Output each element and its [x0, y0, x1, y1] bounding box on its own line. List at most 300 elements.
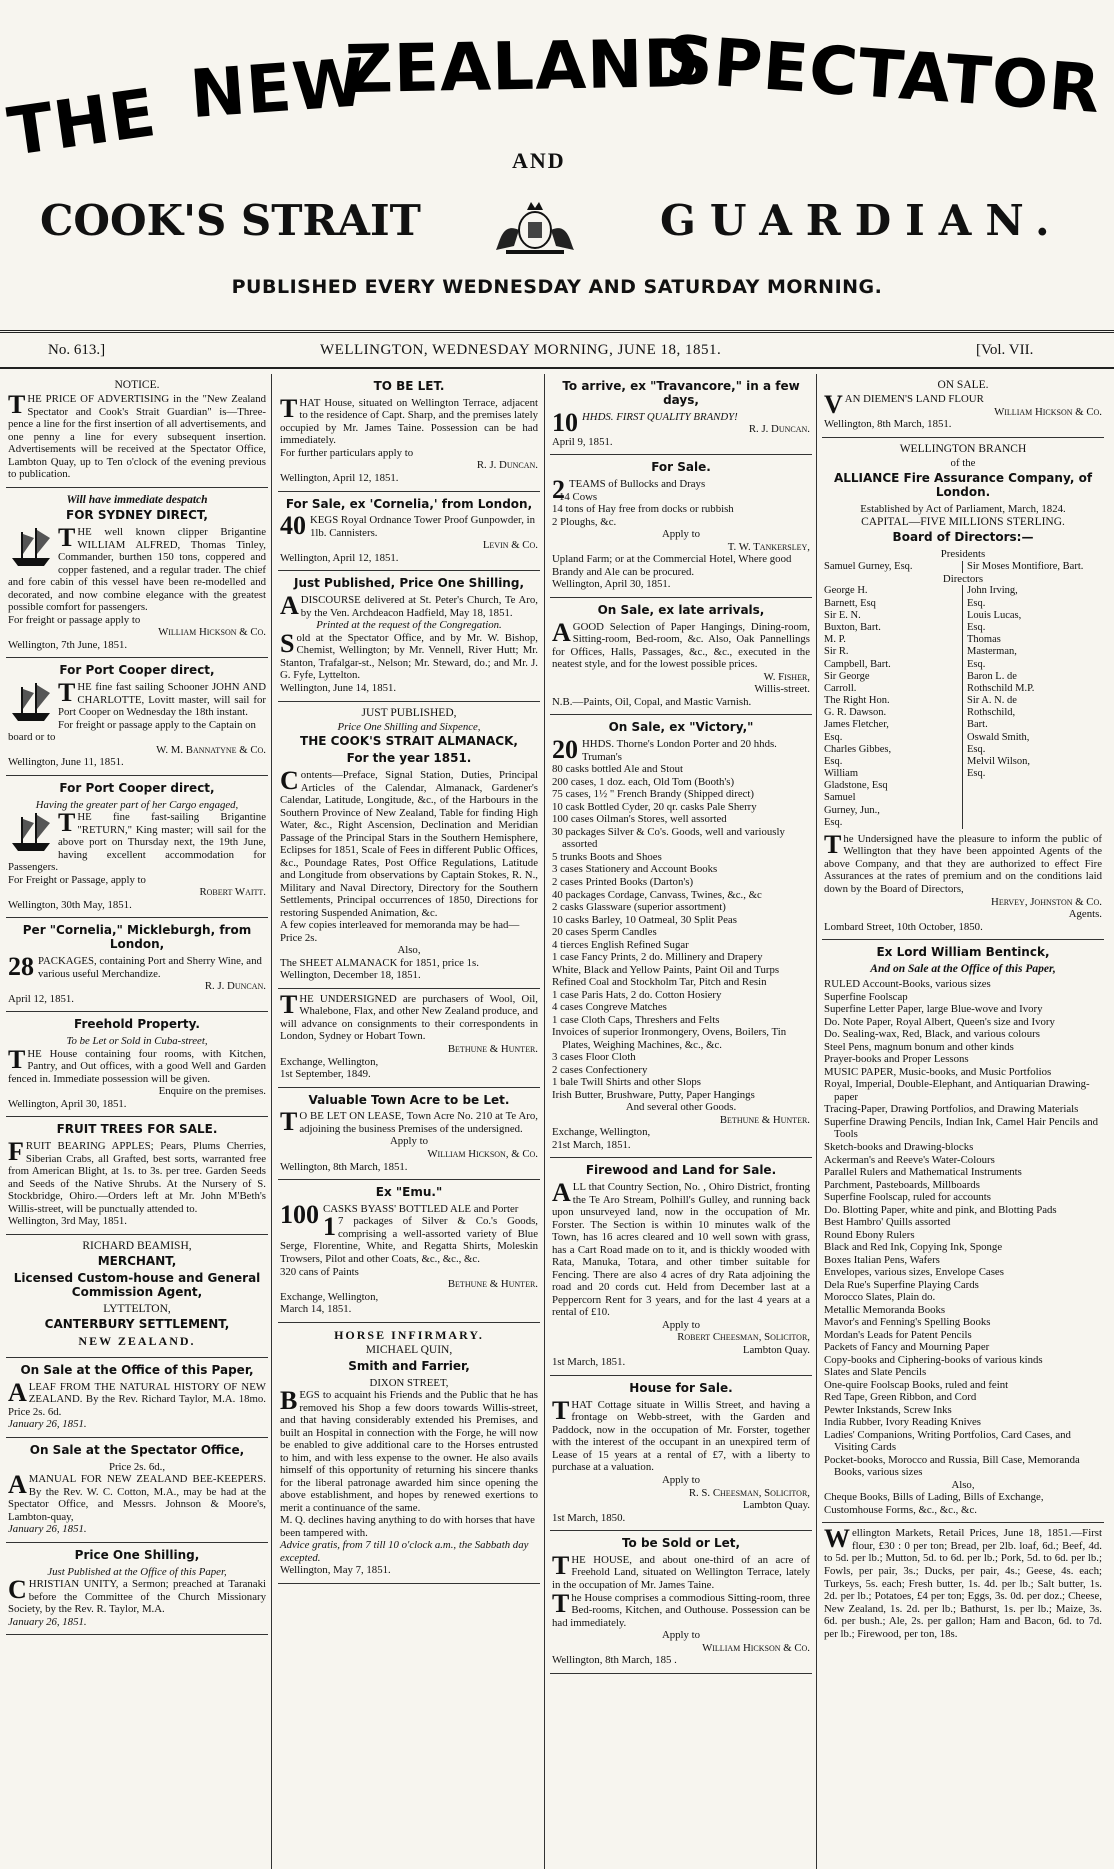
ad-heading: JUST PUBLISHED, — [361, 706, 457, 719]
ad-sold: Sold at the Spectator Office, and by Mr. W. Bishop, Chemist, Wellington; by Mr. Vennell, River Hutt; Mr. Stanton, Trafalgar-st., Nelson; Mr. Steward, do.; and Mr. J. G. Fyfe, Lyttelton. — [280, 628, 538, 682]
royal-crest-icon — [492, 196, 578, 256]
list-item: Packets of Fancy and Mourning Paper — [824, 1341, 990, 1354]
column-rule — [816, 374, 817, 1869]
ad-signature: W. Fisher, — [763, 670, 810, 683]
ad-date: March 14, 1851. — [280, 1303, 352, 1316]
sailing-ship-icon — [8, 526, 54, 568]
title-word-spectator: SPECTATOR — [662, 20, 1104, 129]
director-name: Charles Gibbes, Esq. — [824, 743, 892, 767]
ad-body: AGOOD Selection of Paper Hangings, Dining-room, Sitting-room, Bed-room, &c. Also, Oak Pannellings for Offices, Halls, Passages, &c., &c., executed in the neatest style, and for the lowest possible prices. — [552, 617, 810, 671]
fruit-trees-ad — [6, 1117, 268, 1235]
director-name: Louis Lucas, Esq. — [967, 609, 1022, 633]
directors-right — [963, 585, 1102, 828]
column-rule — [271, 374, 272, 1869]
sold-or-let-ad — [550, 1531, 812, 1674]
ad-body: AMANUAL FOR NEW ZEALAND BEE-KEEPERS. By the Rev. W. C. Cotton, M.A., may be had at the Spectator Office, and Messrs. Johnson & Moore's, Lambton-quay, — [8, 1470, 266, 1523]
ad-sheet: The SHEET ALMANACK for 1851, price 1s. — [280, 956, 479, 969]
list-item: Superfine Foolscap, ruled for accounts — [824, 1191, 992, 1204]
ad-name: MICHAEL QUIN, — [365, 1344, 453, 1357]
ad-heading: Will have immediate despatch — [66, 493, 208, 506]
list-item: Refined Coal and Stockholm Tar, Pitch and Resin — [552, 976, 767, 989]
list-item: 4 tierces English Refined Sugar — [552, 938, 689, 951]
ad-enquire: Enquire on the premises. — [158, 1085, 266, 1098]
natural-history-ad — [6, 1358, 268, 1438]
firewood-ad — [550, 1158, 812, 1376]
victory-ad — [550, 715, 812, 1158]
list-item: 10 cask Bottled Cyder, 20 qr. casks Pale Sherry — [552, 800, 757, 813]
list-item: Superfine Drawing Pencils, Indian Ink, Camel Hair Pencils and Tools — [824, 1115, 1099, 1141]
ad-body: Contents—Preface, Signal Station, Duties, Principal Articles of the Calendar, Almanack, Gardener's Calendar, Latitude, Longitude, &c., of the Harbours in the Southern Province of New Zealand, Table for finding High Water, &c., Right Ascension, Declination and Meridian Passage of the Principal Stars in the Southern Hemisphere, Eclipses for 1851, Scale of Fees in different Public Offices, &c., Poundage Rates, Post Office Regulations, Latitude and Longitude from observations by Captain Stokes, R. N., Military and Naval Directory, Directory for the Southern Settlements, Principal occurrences of 1850, Directions for restoring Suspended Animation, &c. — [280, 766, 538, 919]
list-item: Morocco Slates, Plain do. — [824, 1291, 936, 1304]
dateline-bar — [0, 330, 1114, 369]
ad-big-number: 40 — [280, 511, 306, 541]
ad-heading: On Sale, ex "Victory," — [608, 720, 754, 735]
list-item: Parchment, Pasteboards, Millboards — [824, 1178, 980, 1191]
director-name: Oswald Smith, Esq. — [967, 731, 1030, 755]
port-cooper-ad-1 — [6, 658, 268, 776]
ad-apply: For freight or passage apply to — [8, 613, 141, 626]
column-4 — [822, 374, 1104, 1869]
director-name: Sir R. Campbell, Bart. — [824, 646, 891, 670]
ad-body: THE fine fast sailing Schooner JOHN AND CHARLOTTE, Lovitt master, will sail for Port Cooper on Wednesday the 18th instant. — [58, 678, 266, 719]
ad-date: 1st September, 1849. — [280, 1068, 371, 1081]
list-item: Invoices of superior Ironmongery, Ovens, Boilers, Tin Plates, Weighing Machines, &c., &c. — [552, 1026, 787, 1051]
ad-item-list — [552, 763, 810, 1101]
ad-heading: On Sale at the Office of this Paper, — [20, 1362, 254, 1377]
ad-country: NEW ZEALAND. — [78, 1334, 196, 1349]
sailing-ship-icon — [8, 811, 54, 853]
list-item: Royal, Imperial, Double-Elephant, and Antiquarian Drawing-paper — [824, 1078, 1090, 1103]
list-item: Irish Butter, Brushware, Putty, Paper Hangings — [552, 1088, 755, 1101]
ad-heading: To arrive, ex "Travancore," in a few days, — [562, 379, 800, 407]
ad-settlement: CANTERBURY SETTLEMENT, — [44, 1317, 230, 1332]
ad-more: The House comprises a commodious Sitting-room, three Bed-rooms, Kitchen, and Outhouse. Possession can be had immediately. — [552, 1588, 810, 1629]
ad-apply: For Freight or Passage, apply to — [8, 873, 146, 886]
ad-established: Established by Act of Parliament, March, 1824. — [860, 502, 1066, 515]
ad-heading: FOR SYDNEY DIRECT, — [66, 508, 208, 523]
ad-apply: For freight or passage apply to the Captain on board or to — [8, 718, 256, 744]
ad-body: TO BE LET ON LEASE, Town Acre No. 210 at Te Aro, adjoining the business Premises of the undersigned. — [280, 1107, 538, 1137]
director-name: Sir A. N. de Rothschild, Bart. — [967, 695, 1017, 731]
ad-date: Wellington, 8th March, 1851. — [824, 418, 952, 431]
ad-heading: On Sale, ex late arrivals, — [597, 602, 765, 617]
list-item: 2 cases Confectionery — [552, 1063, 648, 1076]
ad-heading: Just Published, Price One Shilling, — [293, 576, 524, 591]
director-name: William Gladstone, Esq — [824, 768, 888, 792]
ad-heading: For Port Cooper direct, — [59, 663, 215, 678]
list-item: 75 cases, 1½ " French Brandy (Shipped direct) — [552, 788, 754, 801]
ad-place: Exchange, Wellington, — [280, 1290, 379, 1303]
ad-name: RICHARD BEAMISH, — [82, 1239, 192, 1252]
ad-agents: Agents. — [1068, 908, 1102, 921]
title-and: AND — [512, 148, 566, 173]
ad-apply: Apply to — [661, 528, 701, 541]
ad-apply: Apply to — [661, 1318, 701, 1331]
house-for-sale-ad — [550, 1376, 812, 1531]
ad-apply: Apply to — [389, 1135, 429, 1148]
list-item: 1 bale Twill Shirts and other Slops — [552, 1076, 701, 1089]
president-right: Sir Moses Montifiore, Bart. — [967, 560, 1084, 572]
ad-signature: William Hickson & Co. — [702, 1641, 810, 1654]
ad-body: ALL that Country Section, No. , Ohiro District, fronting the Te Aro Stream, Polhill's Gulley, and running back upon unsurveyed land, now in the occupation of Mr. Forster. The Section is within 10 minutes walk of the Town, has 16 acres cleared and 10 well sown with grass, has a Cart Road made on to it, and is thickly wooded with Rata, Manuka, Totara, and other timber suitable for Fencing. There are also 4 acres of dry Rata adjoining the road and 20 cords cut. Held from December last at a Peppercorn Rent for 3 years, and for the last 4 years at a rental of £10. — [552, 1178, 810, 1319]
directors-list — [824, 585, 1102, 828]
ad-subheading: Just Published at the Office of this Paper, — [47, 1565, 227, 1578]
freehold-ad — [6, 1012, 268, 1117]
ad-heading: TO BE LET. — [373, 379, 445, 393]
title-word-new: NEW — [187, 43, 369, 134]
ad-body: The Undersigned have the pleasure to inform the public of Wellington that they have been appointed Agents of the above Company, and that they are authorized to effect Fire Assurances at the rates of premium and on the conditions laid down by the Board of Directors, — [824, 829, 1102, 895]
ad-date: January 26, 1851. — [8, 1615, 87, 1628]
almanack-ad — [278, 702, 540, 989]
ad-body: BEGS to acquaint his Friends and the Public that he has removed his Shop a few doors towards Willis-street, and that having considerably extended his Premises, and built an Hospital in connection with the Forge, he will now be enabled to give additional care to the Horses entrusted to him, and with less expense to the owner. He also avails himself of this opportunity of returning his sincere thanks for the liberal patronage awarded him since opening the above establishment, and hopes by renewed exertions to merit a continuance of the same. — [280, 1386, 538, 1514]
ad-street: DIXON STREET, — [369, 1376, 449, 1389]
to-be-let-ad — [278, 374, 540, 492]
ad-address: Willis-street. — [754, 683, 810, 696]
ad-signature: William Hickson & Co. — [158, 626, 266, 639]
ad-apply: Apply to — [661, 1629, 701, 1642]
ad-presidents-label: Presidents — [940, 548, 986, 561]
list-item: Sketch-books and Drawing-blocks — [824, 1140, 974, 1153]
ad-farm: Upland Farm; or at the Commercial Hotel, Where good Brandy and Ale can be procured. — [552, 553, 792, 578]
ad-date: 21st March, 1851. — [552, 1138, 631, 1151]
list-item: 20 cases Sperm Candles — [552, 926, 657, 939]
ad-year: For the year 1851. — [346, 751, 472, 766]
list-item: Red Tape, Green Ribbon, and Cord — [824, 1391, 977, 1404]
list-item: 2 casks Glassware (superior assortment) — [552, 901, 726, 914]
ad-date: Wellington, 7th June, 1851. — [8, 638, 128, 651]
ad-date: 1st March, 1851. — [552, 1356, 626, 1369]
ad-heading: Price One Shilling, — [74, 1547, 200, 1562]
ad-heading: FRUIT TREES FOR SALE. — [56, 1122, 218, 1137]
ad-signature: Bethune & Hunter. — [719, 1113, 810, 1126]
director-name: Samuel Gurney, Jun., Esq. — [824, 792, 880, 828]
ad-address: Lambton Quay. — [742, 1343, 810, 1356]
director-name: James Fletcher, Esq. — [824, 719, 889, 743]
ad-note: Printed at the request of the Congregation. — [316, 619, 502, 632]
ad-date: 1st March, 1850. — [552, 1511, 626, 1524]
ad-signature: R. S. Cheesman, Solicitor, — [688, 1486, 810, 1499]
ad-heading: Ex Lord William Bentinck, — [876, 945, 1050, 960]
ad-heading: ON SALE. — [937, 379, 989, 391]
ad-item-list — [824, 978, 1102, 1479]
list-item: Ladies' Companions, Writing Portfolios, Card Cases, and Visiting Cards — [824, 1428, 1071, 1454]
director-name: The Right Hon. G. R. Dawson. — [824, 695, 890, 719]
ad-signature: R. J. Duncan. — [748, 423, 810, 436]
ad-address: Lambton Quay. — [742, 1499, 810, 1512]
list-item: 100 cases Oilman's Stores, well assorted — [552, 813, 727, 826]
ad-subheading: And on Sale at the Office of this Paper, — [870, 962, 1056, 975]
ad-more: 17 packages of Silver & Co.'s Goods, comprising a well-assorted variety of Blue Serge, Florentine, White, and Regatta Shirts, Moleskin Trowsers, Pilot and other Coats, &c., &c., &c. — [280, 1212, 538, 1265]
horse-infirmary-ad — [278, 1323, 540, 1584]
list-item: Slates and Slate Pencils — [824, 1366, 927, 1379]
list-item: RULED Account-Books, various sizes — [824, 978, 991, 991]
title-word-the: THE — [3, 74, 161, 171]
ad-body: THAT Cottage situate in Willis Street, and having a frontage on Webb-street, with the Garden and Paddock, now in the occupation of Mr. Forster, together with the interest of the occupant in an unexpired term of Lease of 15 years at a rental of £7, with a liberty to purchase at a valuation. — [552, 1395, 810, 1474]
list-item: Prayer-books and Proper Lessons — [824, 1053, 969, 1066]
ad-body: HHDS. Thorne's London Porter and 20 hhds. Truman's — [582, 738, 777, 763]
list-item: 1 case Paris Hats, 2 do. Cotton Hosiery — [552, 988, 722, 1001]
directors-left — [824, 585, 963, 828]
list-item: Mavor's and Fenning's Spelling Books — [824, 1316, 991, 1329]
ad-big-number: 20 — [552, 735, 578, 765]
ad-signature: Robert Cheesman, Solicitor, — [677, 1331, 810, 1344]
wool-ad — [278, 989, 540, 1088]
list-item: Do. Note Paper, Royal Albert, Queen's size and Ivory — [824, 1015, 1055, 1028]
list-item: Do. Sealing-wax, Red, Black, and various colours — [824, 1028, 1040, 1041]
ad-board: Board of Directors:— — [892, 530, 1034, 545]
ad-body: THE well known clipper Brigantine WILLIAM ALFRED, Thomas Tinley, Commander, burthen 150 tons, coppered and copper fastened, and a regular trader. The chief and fore cabin of this vessel have been re-modelled and decorated, and now combine elegance with the greatest possible comfort for passengers. — [8, 523, 266, 614]
ad-price: Price 2s. 6d., — [108, 1460, 166, 1473]
ad-also: Also, — [397, 944, 421, 957]
list-item: 200 cases, 1 doz. each, Old Tom (Booth's) — [552, 775, 735, 788]
ad-body: ADISCOURSE delivered at St. Peter's Church, Te Aro, by the Ven. Archdeacon Hadfield, May 18, 1851. — [280, 591, 538, 621]
list-item: 14 tons of Hay free from docks or rubbish — [552, 503, 734, 516]
ad-copies: A few copies interleaved for memoranda may be had—Price 2s. — [280, 919, 520, 944]
sydney-ship-ad — [6, 488, 268, 658]
list-item: 40 packages Cordage, Canvass, Twines, &c., &c — [552, 888, 762, 901]
masthead-title — [0, 10, 1114, 171]
list-item: Metallic Memoranda Books — [824, 1303, 946, 1316]
ad-signature: Levin & Co. — [482, 539, 538, 552]
ad-date: Wellington, April 12, 1851. — [280, 472, 399, 484]
ad-signature: William Hickson, & Co. — [427, 1148, 538, 1160]
ad-signature: T. W. Tankersley, — [727, 540, 810, 553]
director-name: Sir E. N. Buxton, Bart. M. P. — [824, 609, 881, 646]
paper-hangings-ad — [550, 598, 812, 716]
list-item: India Rubber, Ivory Reading Knives — [824, 1416, 981, 1429]
ad-heading: Firewood and Land for Sale. — [585, 1163, 777, 1178]
sailing-ship-icon — [8, 681, 54, 723]
ad-place: Exchange, Wellington, — [552, 1126, 651, 1139]
ad-body: THE HOUSE, and about one-third of an acre of Freehold Land, situated on Wellington Terrace, lately in the occupation of Mr. James Taine. — [552, 1550, 810, 1591]
director-name: Melvil Wilson, Esq. — [967, 755, 1030, 780]
ad-date: Wellington, May 7, 1851. — [280, 1564, 391, 1577]
ad-subheading: Having the greater part of her Cargo engaged, — [35, 798, 239, 811]
ad-body: KEGS Royal Ordnance Tower Proof Gunpowder, in 1lb. Cannisters. — [310, 514, 536, 539]
list-item: 80 casks bottled Ale and Stout — [552, 763, 684, 776]
list-item: Best Hambro' Quills assorted — [824, 1216, 951, 1229]
list-item: 5 trunks Boots and Shoes — [552, 850, 662, 863]
alliance-insurance-ad — [822, 438, 1104, 940]
list-item: Ackerman's and Reeve's Water-Colours — [824, 1153, 995, 1166]
discourse-ad — [278, 571, 540, 701]
list-item: MUSIC PAPER, Music-books, and Music Portfolios — [824, 1065, 1052, 1078]
list-item: 4 cases Congreve Matches — [552, 1001, 667, 1014]
ad-signature: Bethune & Hunter. — [447, 1043, 538, 1055]
ad-title: THE COOK'S STRAIT ALMANACK, — [300, 734, 518, 749]
ad-body: Wellington Markets, Retail Prices, June 18, 1851.—First flour, £30 : 0 per ton; Bread, per 2lb. loaf, 6d.; Beef, 4d. to 5d. per lb.; Mutton, 5d. to 6d. per lb.; Pork, 5d. to 6d. per lb.; Fowls, per pair, 3s.; Ducks, per pair, 4s.; Geese, 4s. each; Turkeys, 5s. each; Fresh butter, 1s. 4d. per lb.; Salt butter, 1s. 2d. per lb.; Potatoes, £4 per ton; Eggs, 3s. 0d. per doz.; Cheese, New Zealand, 1s. 2d. per lb.; Bathurst, 1s. per lb.; Maize, 3s. 6d. per bush.; Ale, 2s. per gallon; Ham and Bacon, 6d. to 7d. per lb.; Firewood, per ton, 18s. — [824, 1524, 1102, 1640]
ad-signature: William Hickson & Co. — [994, 405, 1102, 418]
ad-body: CHRISTIAN UNITY, a Sermon; preached at Taranaki before the Committee of the Church Missionary Society, by the Rev. R. Taylor, M.A. — [8, 1575, 266, 1616]
list-item: Boxes Italian Pens, Wafers — [824, 1253, 940, 1266]
publication-schedule: PUBLISHED EVERY WEDNESDAY AND SATURDAY MORNING. — [231, 276, 883, 298]
list-item: Mordan's Leads for Patent Pencils — [824, 1328, 972, 1341]
ad-place: Exchange, Wellington, — [280, 1055, 379, 1068]
travancore-ad — [550, 374, 812, 455]
presidents-list — [824, 561, 1102, 573]
ad-body: HHDS. FIRST QUALITY BRANDY! — [582, 410, 738, 423]
ad-trade: Smith and Farrier, — [348, 1358, 470, 1373]
ad-capital: CAPITAL—FIVE MILLIONS STERLING. — [861, 516, 1065, 529]
ad-body: FRUIT BEARING APPLES; Pears, Plums Cherries, Siberian Crabs, all Grafted, best sorts, warranted free from American Blight, at 1s. to 3s. per tree. Garden Seeds and Seeds of the Native Shrubs. At the Nursery of S. Stockbridge, Ohiro.—Orders left at Mr. John M'Beth's Willis-street, will be punctually attended to. — [8, 1137, 266, 1215]
ad-signature: R. J. Duncan. — [204, 980, 266, 993]
ad-date: April 12, 1851. — [8, 992, 74, 1005]
ad-body: TEAMS of Bullocks and Drays — [569, 478, 706, 491]
ad-signature: R. J. Duncan. — [476, 459, 538, 472]
ad-heading: For Port Cooper direct, — [59, 780, 215, 795]
ad-also: Also, — [951, 1478, 975, 1491]
list-item: 2 cases Printed Books (Darton's) — [552, 876, 694, 888]
list-item: Pewter Inkstands, Screw Inks — [824, 1403, 952, 1416]
ad-date: Wellington, April 30, 1851. — [552, 578, 671, 591]
ad-body: THE House containing four rooms, with Kitchen, Pantry, and Out offices, with a good Well and Garden fenced in. Immediate possession will be given. — [8, 1044, 266, 1085]
ad-body: THE UNDERSIGNED are purchasers of Wool, Oil, Whalebone, Flax, and other New Zealand produce, and will advance on consignments to their correspondents in London, Sydney or Hobart Town. — [280, 989, 538, 1043]
ad-of: of the — [950, 457, 976, 470]
list-item: 1 case Cloth Caps, Threshers and Felts — [552, 1013, 720, 1026]
ad-big-number: 2 — [552, 475, 565, 505]
list-item: Dela Rue's Superfine Playing Cards — [824, 1278, 979, 1291]
ad-big-number: 28 — [8, 952, 34, 982]
ad-heading: On Sale at the Spectator Office, — [29, 1442, 245, 1457]
ad-price: Price One Shilling and Sixpence, — [337, 720, 481, 733]
port-cooper-ad-2 — [6, 776, 268, 919]
list-item: Parallel Rulers and Mathematical Instruments — [824, 1166, 1022, 1179]
ad-cans: 320 cans of Paints — [280, 1265, 359, 1278]
list-item: 14 Cows — [559, 490, 598, 503]
gunpowder-ad — [278, 492, 540, 572]
flour-ad — [822, 374, 1104, 438]
list-item: 2 Ploughs, &c. — [552, 515, 617, 528]
column-3 — [550, 374, 812, 1869]
ad-apply: For further particulars apply to — [280, 446, 414, 459]
column-rule — [544, 374, 545, 1869]
masthead — [0, 0, 1114, 330]
ad-heading: WELLINGTON BRANCH — [899, 442, 1027, 455]
cornelia-ad — [6, 918, 268, 1012]
ad-date: Wellington, June 11, 1851. — [8, 756, 124, 769]
ad-trade: MERCHANT, — [97, 1254, 177, 1269]
list-item: Superfine Foolscap — [824, 990, 908, 1003]
ad-heading: Freehold Property. — [74, 1017, 200, 1032]
ad-body: PACKAGES, containing Port and Sherry Wine, and various useful Merchandize. — [38, 955, 262, 980]
bee-keepers-ad — [6, 1438, 268, 1543]
ad-also: And several other Goods. — [625, 1101, 737, 1114]
ad-body: THE PRICE OF ADVERTISING in the "New Zealand Spectator and Cook's Strait Guardian" is—Three-pence a line for the first insertion of all advertisements, and one penny a line for every subsequent insertion. Advertisements will be received at the Spectator Office, Lambton Quay, up to Ten o'clock of the evening previous to publication. — [8, 390, 266, 481]
issue-date: WELLINGTON, WEDNESDAY MORNING, JUNE 18, 1851. — [320, 342, 722, 358]
ad-date: Wellington, 8th March, 1851. — [280, 1160, 408, 1173]
ad-heading: Ex "Emu." — [375, 1185, 443, 1200]
volume-number: [Vol. VII. — [976, 342, 1034, 358]
list-item: 1 case Fancy Prints, 2 do. Millinery and Drapery — [552, 951, 763, 964]
ad-date: January 26, 1851. — [8, 1418, 87, 1431]
ad-big-number: 100 — [280, 1199, 319, 1229]
ad-heading: HORSE INFIRMARY. — [334, 1327, 484, 1342]
ad-date: January 26, 1851. — [8, 1523, 87, 1536]
ad-heading: Valuable Town Acre to be Let. — [308, 1092, 510, 1107]
ad-date: Wellington, 8th March, 185 . — [552, 1654, 677, 1667]
director-name: Sir George Carroll. — [824, 670, 870, 694]
ad-desc: Licensed Custom-house and General Commission Agent, — [13, 1271, 261, 1299]
list-item: Envelopes, various sizes, Envelope Cases — [824, 1266, 1004, 1279]
ad-body: CASKS BYASS' BOTTLED ALE and Porter — [323, 1202, 519, 1215]
column-1 — [6, 374, 268, 1869]
list-item: 3 cases Floor Cloth — [552, 1051, 636, 1064]
director-name: Baron L. de Rothschild M.P. — [967, 670, 1035, 694]
ad-heading: NOTICE. — [114, 379, 160, 391]
ad-note: M. Q. declines having anything to do with horses that have been tampered with. — [280, 1514, 535, 1539]
director-name: John Irving, Esq. — [967, 585, 1018, 609]
list-item: One-quire Foolscap Books, ruled and feint — [824, 1378, 1009, 1391]
ad-advice: Advice gratis, from 7 till 10 o'clock a.m., the Sabbath day excepted. — [280, 1539, 529, 1564]
ad-signature: Bethune & Hunter. — [447, 1278, 538, 1291]
ad-body: VAN DIEMEN'S LAND FLOUR — [824, 390, 984, 420]
stationery-ad — [822, 940, 1104, 1523]
list-item: 30 packages Silver & Co's. Goods, well and variously assorted — [552, 825, 785, 851]
list-item: Do. Blotting Paper, white and pink, and Blotting Pads — [824, 1203, 1057, 1216]
town-acre-ad — [278, 1088, 540, 1180]
ad-heading: House for Sale. — [629, 1380, 733, 1395]
president-left: Samuel Gurney, Esq. — [824, 561, 963, 573]
ad-item-list — [552, 491, 810, 529]
title-cooks-strait: COOK'S STRAIT — [40, 196, 421, 245]
director-name: Thomas Masterman, Esq. — [967, 634, 1017, 670]
ad-directors-label: Directors — [942, 572, 984, 585]
ad-date: Wellington, April 12, 1851. — [280, 551, 399, 564]
bullocks-ad — [550, 455, 812, 598]
ad-date: Wellington, December 18, 1851. — [280, 969, 421, 982]
ad-heading: For Sale. — [651, 460, 711, 475]
ad-heading: To be Sold or Let, — [621, 1536, 741, 1551]
ad-heading: Per "Cornelia," Mickleburgh, from London, — [22, 923, 252, 952]
ad-date: Wellington, 30th May, 1851. — [8, 898, 132, 911]
beamish-ad — [6, 1235, 268, 1358]
ad-body: THE fine fast-sailing Brigantine "RETURN," King master; will sail for the above port on Thursday next, the 19th June, having excellent accommodation for Passengers. — [8, 808, 266, 874]
ad-date: Wellington, 3rd May, 1851. — [8, 1215, 127, 1228]
list-item: Pocket-books, Morocco and Russia, Bill Case, Memoranda Books, various sizes — [824, 1453, 1080, 1479]
ad-date: Lombard Street, 10th October, 1850. — [824, 920, 983, 933]
list-item: Round Ebony Rulers — [824, 1228, 915, 1241]
ad-place: LYTTELTON, — [103, 1302, 171, 1315]
ad-apply: Apply to — [661, 1473, 701, 1486]
list-item: 10 casks Barley, 10 Oatmeal, 30 Split Peas — [552, 913, 737, 926]
ad-date: Wellington, June 14, 1851. — [280, 682, 397, 694]
notice-ad — [6, 374, 268, 488]
ad-big-number: 10 — [552, 407, 578, 437]
list-item: 3 cases Stationery and Account Books — [552, 863, 718, 876]
ad-more: Cheque Books, Bills of Lading, Bills of Exchange, Customhouse Forms, &c., &c., &c. — [824, 1491, 1044, 1516]
list-item: Black and Red Ink, Copying Ink, Sponge — [824, 1241, 1003, 1254]
list-item: Copy-books and Ciphering-books of various kinds — [824, 1353, 1043, 1366]
market-prices-ad — [822, 1523, 1104, 1646]
christian-unity-ad — [6, 1543, 268, 1635]
ad-subheading: To be Let or Sold in Cuba-street, — [66, 1035, 208, 1048]
ad-body: THAT House, situated on Wellington Terrace, adjacent to the residence of Capt. Sharp, and the premises lately occupied by Mr. James Taine. Possession can be had immediately. — [280, 393, 538, 447]
ad-note: N.B.—Paints, Oil, Copal, and Mastic Varnish. — [552, 695, 752, 708]
list-item: Steel Pens, magnum bonum and other kinds — [824, 1040, 1014, 1053]
ad-signature: Robert Waitt. — [199, 886, 266, 899]
list-item: Superfine Letter Paper, large Blue-wove and Ivory — [824, 1003, 1043, 1016]
issue-number: No. 613.] — [48, 342, 106, 358]
list-item: White, Black and Yellow Paints, Paint Oil and Turps — [552, 963, 780, 976]
director-name: George H. Barnett, Esq — [824, 585, 876, 609]
ad-company: ALLIANCE Fire Assurance Company, of London. — [833, 470, 1093, 499]
list-item: Tracing-Paper, Drawing Portfolios, and Drawing Materials — [824, 1103, 1079, 1116]
ad-heading: For Sale, ex 'Cornelia,' from London, — [285, 496, 533, 511]
ad-body: ALEAF FROM THE NATURAL HISTORY OF NEW ZEALAND. By the Rev. Richard Taylor, M.A. 18mo. Price 2s. 6d. — [8, 1377, 266, 1418]
column-2 — [278, 374, 540, 1869]
ad-signature: W. M. Bannatyne & Co. — [156, 743, 266, 756]
title-word-zealand: ZEALAND — [344, 24, 700, 109]
